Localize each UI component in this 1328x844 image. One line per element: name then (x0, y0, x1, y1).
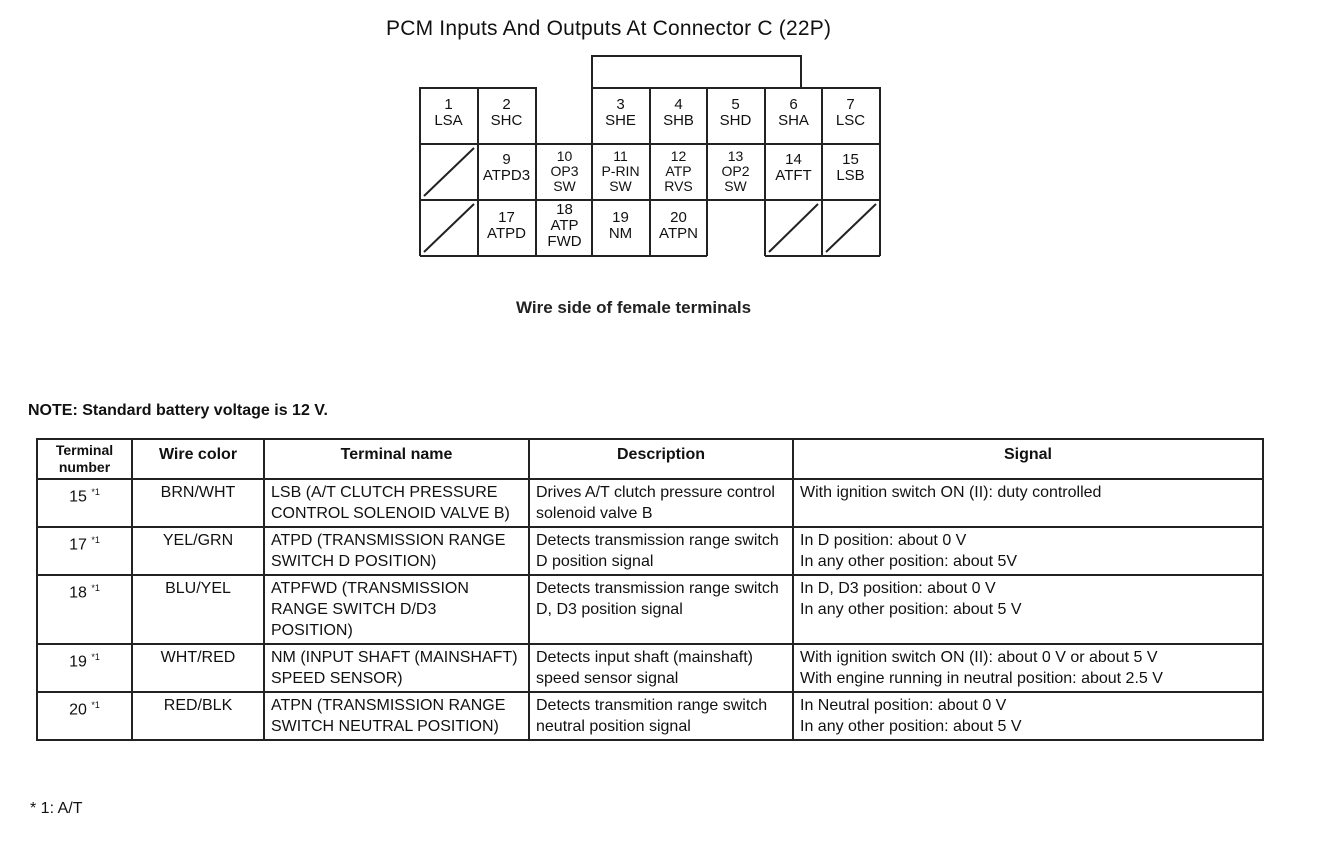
pin-cell: 2 SHC (490, 96, 523, 129)
voltage-note: NOTE: Standard battery voltage is 12 V. (28, 402, 328, 419)
pin-cell: 3 SHE (605, 96, 636, 129)
terminal-name: ATPD (TRANSMISSION RANGE SWITCH D POSITION) (264, 527, 529, 575)
pin-cell: 20 ATPN (659, 209, 698, 242)
pin-cell: 18 ATP FWD (547, 201, 582, 250)
terminal-number: 18 $^{*1}$ (37, 575, 132, 644)
signal: In D, D3 position: about 0 V In any other position: about 5 V (793, 575, 1263, 644)
signal: With ignition switch ON (II): about 0 V or about 5 V With engine running in neutral position: about 2.5 V (793, 644, 1263, 692)
pin-cell: 17 ATPD (487, 209, 526, 242)
wire-color: BRN/WHT (132, 479, 264, 527)
pin-cell: 12 ATP RVS (664, 148, 693, 194)
table-row (37, 692, 1263, 740)
pin-cell: 4 SHB (663, 96, 694, 129)
terminal-number: 19 $^{*1}$ (37, 644, 132, 692)
pin-cell: 14 ATFT (775, 151, 812, 184)
header-wire-color: Wire color (132, 439, 264, 479)
pin-cell: 19 NM (608, 209, 633, 242)
wire-color: RED/BLK (132, 692, 264, 740)
table-row (37, 527, 1263, 575)
pin-cell: 11 P-RIN SW (601, 148, 640, 194)
diagram-caption: Wire side of female terminals (516, 298, 752, 317)
header-terminal-name: Terminal name (264, 439, 529, 479)
pin-cell: 9 ATPD3 (482, 151, 531, 184)
pin-cell: 13 OP2 SW (721, 148, 750, 194)
description: Detects transmission range switch D position signal (529, 527, 793, 575)
terminal-number: 20 $^{*1}$ (37, 692, 132, 740)
terminal-name: ATPFWD (TRANSMISSION RANGE SWITCH D/D3 POSITION) (264, 575, 529, 644)
description: Detects input shaft (mainshaft) speed sensor signal (529, 644, 793, 692)
description: Detects transmition range switch neutral position signal (529, 692, 793, 740)
terminal-number: 15 $^{*1}$ (37, 479, 132, 527)
wire-color: BLU/YEL (132, 575, 264, 644)
terminal-table (36, 438, 1264, 741)
terminal-name: LSB (A/T CLUTCH PRESSURE CONTROL SOLENOID VALVE B) (264, 479, 529, 527)
terminal-number: 17 $^{*1}$ (37, 527, 132, 575)
wire-color: YEL/GRN (132, 527, 264, 575)
page-title: PCM Inputs And Outputs At Connector C (22P) (386, 17, 832, 40)
pin-cell: 6 SHA (778, 96, 809, 129)
header-terminal: Terminal number (37, 439, 132, 479)
pin-cell: 7 LSC (835, 96, 866, 129)
signal: In Neutral position: about 0 V In any other position: about 5 V (793, 692, 1263, 740)
terminal-name: NM (INPUT SHAFT (MAINSHAFT) SPEED SENSOR) (264, 644, 529, 692)
table-row (37, 575, 1263, 644)
signal: With ignition switch ON (II): duty controlled (793, 479, 1263, 527)
pin-cell: 10 OP3 SW (550, 148, 579, 194)
table-header-row (37, 439, 1263, 479)
table-row (37, 644, 1263, 692)
wire-color: WHT/RED (132, 644, 264, 692)
description: Drives A/T clutch pressure control solenoid valve B (529, 479, 793, 527)
pin-cell: 1 LSA (434, 96, 463, 129)
description: Detects transmission range switch D, D3 position signal (529, 575, 793, 644)
terminal-name: ATPN (TRANSMISSION RANGE SWITCH NEUTRAL POSITION) (264, 692, 529, 740)
pin-cell: 15 LSB (836, 151, 865, 184)
header-signal: Signal (793, 439, 1263, 479)
pin-cell: 5 SHD (719, 96, 752, 129)
table-row (37, 479, 1263, 527)
signal: In D position: about 0 V In any other position: about 5V (793, 527, 1263, 575)
footnote: * 1: A/T (30, 800, 83, 817)
header-description: Description (529, 439, 793, 479)
